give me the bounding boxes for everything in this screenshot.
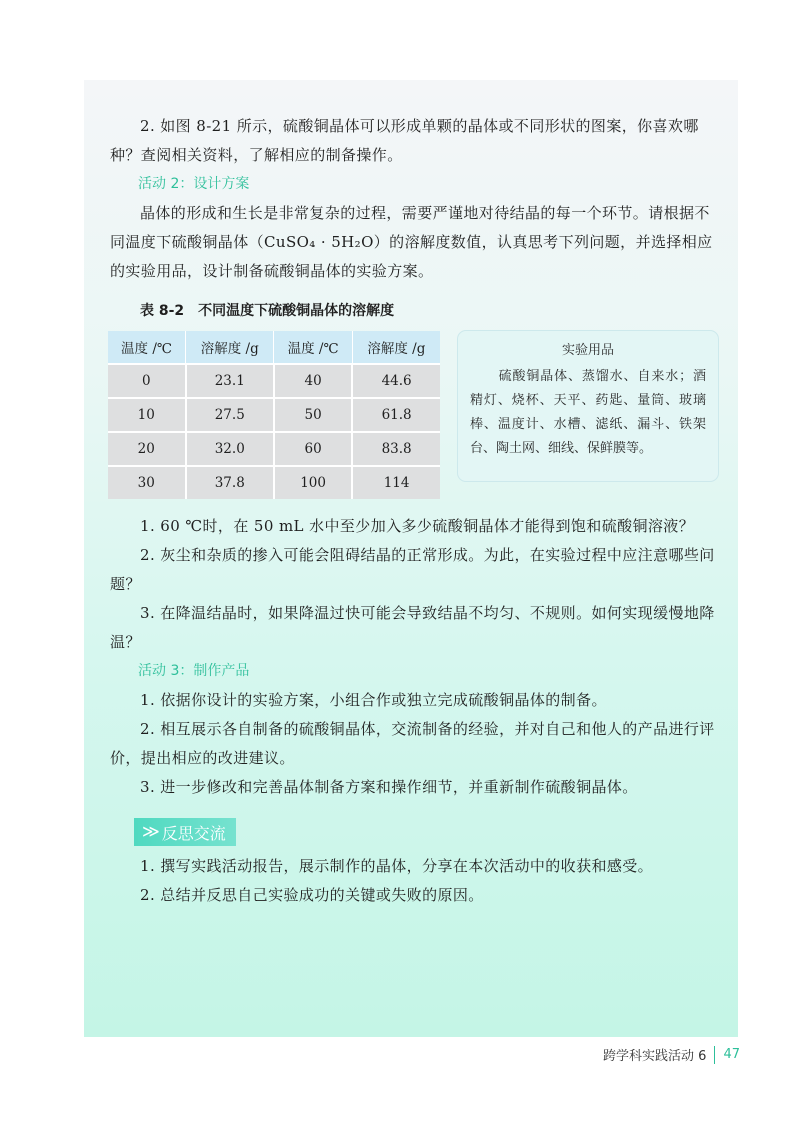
table-cell: 23.1 [186, 364, 274, 398]
footer-divider [714, 1046, 715, 1064]
page-footer [603, 1045, 740, 1064]
design-paragraph: 晶体的形成和生长是非常复杂的过程，需要严谨地对待结晶的每一个环节。请根据不同温度下硫酸铜晶体（CuSO₄ · 5H₂O）的溶解度数值，认真思考下列问题，并选择相应的实验用品，设计制备硫酸铜晶体的实验方案。 [110, 204, 713, 280]
question-item: 1. 60 ℃时，在 50 mL 水中至少加入多少硫酸铜晶体才能得到饱和硫酸铜溶液？ [140, 517, 695, 535]
reflection-badge [134, 818, 236, 846]
table-cell: 27.5 [186, 398, 274, 432]
table-caption [140, 300, 720, 322]
table-cell: 83.8 [352, 432, 440, 466]
table-cell: 20 [108, 432, 186, 466]
table-row [108, 432, 440, 466]
table-cell: 40 [274, 364, 352, 398]
reflection-item: 2. 总结并反思自己实验成功的关键或失败的原因。 [140, 886, 484, 904]
supplies-list: 硫酸铜晶体、蒸馏水、自来水；酒精灯、烧杯、天平、药匙、量筒、玻璃棒、温度计、水槽、滤纸、漏斗、铁架台、陶土网、细线、保鲜膜等。 [470, 369, 706, 456]
header-temperature-2: 温度 /℃ [274, 331, 352, 364]
header-solubility-2: 溶解度 /g [352, 331, 440, 364]
double-chevron-icon: ≫ [142, 822, 158, 842]
table-cell: 60 [274, 432, 352, 466]
question-item: 3. 在降温结晶时，如果降温过快可能会导致结晶不均匀、不规则。如何实现缓慢地降温？ [110, 604, 715, 651]
table-cell: 32.0 [186, 432, 274, 466]
activity-2-heading: 活动 2：设计方案 [138, 176, 250, 192]
header-solubility-1: 溶解度 /g [186, 331, 274, 364]
question-item: 2. 灰尘和杂质的掺入可能会阻碍结晶的正常形成。为此，在实验过程中应注意哪些问题？ [110, 546, 715, 593]
table-header-row [108, 331, 440, 364]
step-item: 1. 依据你设计的实验方案，小组合作或独立完成硫酸铜晶体的制备。 [140, 691, 607, 709]
lower-section [110, 512, 720, 910]
table-cell: 100 [274, 466, 352, 499]
footer-title: 跨学科实践活动 6 [603, 1049, 707, 1064]
solubility-table [108, 331, 440, 499]
step-item: 2. 相互展示各自制备的硫酸铜晶体，交流制备的经验，并对自己和他人的产品进行评价，提出相应的改进建议。 [110, 720, 715, 767]
table-cell: 37.8 [186, 466, 274, 499]
supplies-title: 实验用品 [561, 343, 614, 358]
step-item: 3. 进一步修改和完善晶体制备方案和操作细节，并重新制作硫酸铜晶体。 [140, 778, 638, 796]
question-2-paragraph: 2. 如图 8-21 所示，硫酸铜晶体可以形成单颗的晶体或不同形状的图案，你喜欢哪种？查阅相关资料，了解相应的制备操作。 [110, 117, 699, 164]
reflection-badge-label: 反思交流 [161, 823, 226, 843]
table-cell: 10 [108, 398, 186, 432]
table-cell: 50 [274, 398, 352, 432]
table-cell: 44.6 [352, 364, 440, 398]
supplies-box [457, 330, 719, 482]
table-cell: 30 [108, 466, 186, 499]
page-number: 47 [723, 1047, 740, 1062]
table-cell: 61.8 [352, 398, 440, 432]
table-caption-number: 表 8-2 [140, 303, 185, 319]
table-row [108, 364, 440, 398]
activity-3-heading: 活动 3：制作产品 [138, 663, 250, 679]
upper-section [110, 112, 720, 322]
reflection-item: 1. 撰写实践活动报告，展示制作的晶体，分享在本次活动中的收获和感受。 [140, 857, 654, 875]
table-cell: 0 [108, 364, 186, 398]
table-caption-text: 不同温度下硫酸铜晶体的溶解度 [198, 303, 395, 319]
table-row [108, 466, 440, 499]
table-cell: 114 [352, 466, 440, 499]
header-temperature-1: 温度 /℃ [108, 331, 186, 364]
table-row [108, 398, 440, 432]
